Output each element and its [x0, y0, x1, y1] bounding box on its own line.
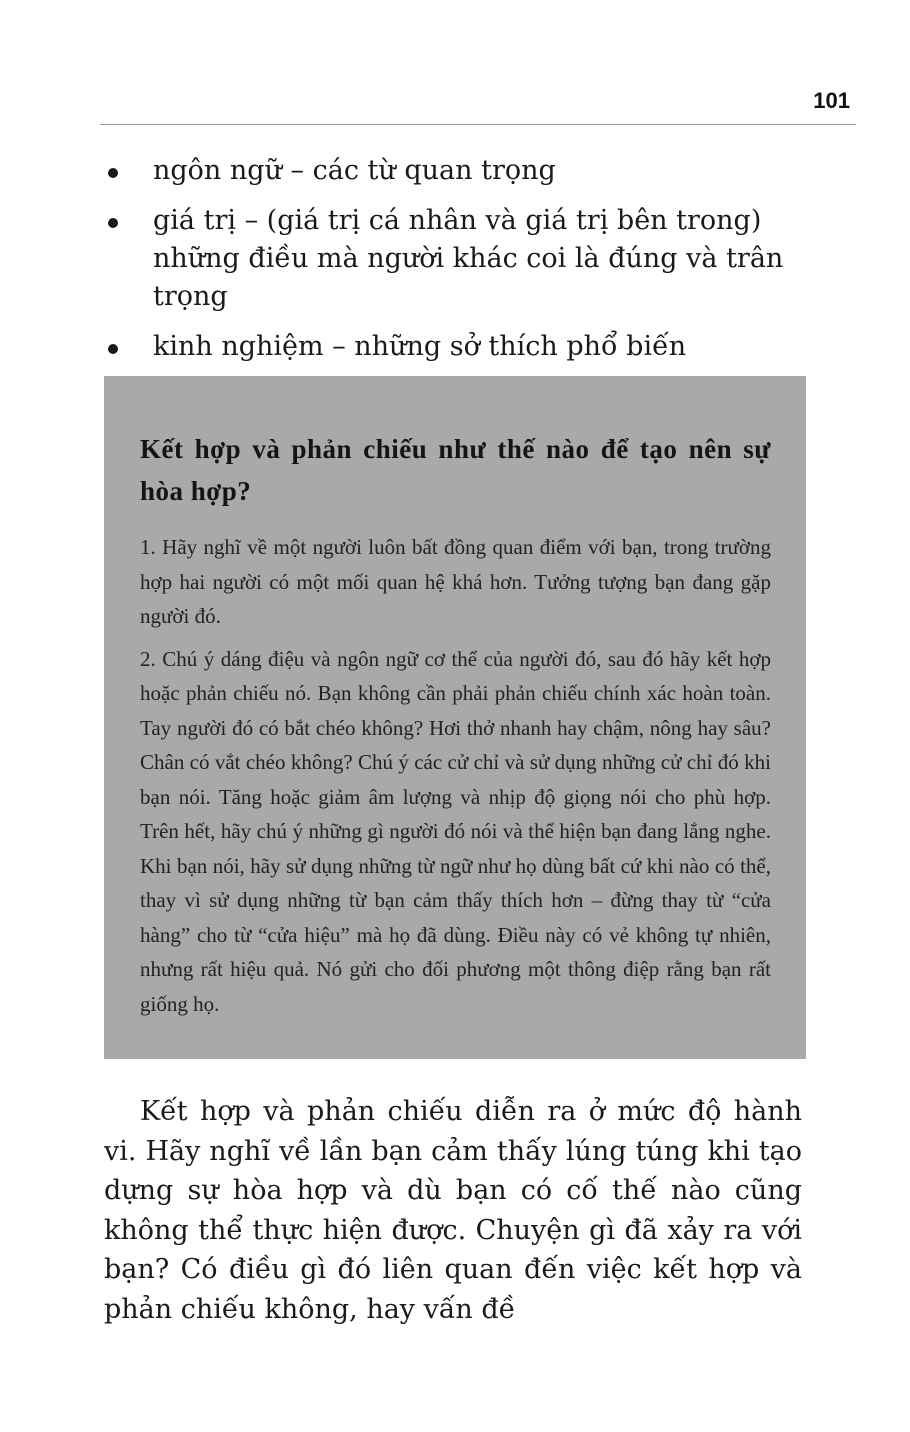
- bullet-icon: [108, 344, 118, 354]
- bullet-text: ngôn ngữ – các từ quan trọng: [153, 155, 556, 186]
- bullet-list: [104, 152, 806, 378]
- exercise-step-1: 1. Hãy nghĩ về một người luôn bất đồng quan điểm với bạn, trong trường hợp hai người có một mối quan hệ khá hơn. Tưởng tượng bạn đang gặp người đó.: [140, 535, 771, 628]
- exercise-box: [104, 376, 806, 1059]
- bullet-item-language: [104, 152, 806, 190]
- body-paragraph: Kết hợp và phản chiếu diễn ra ở mức độ hành vi. Hãy nghĩ về lần bạn cảm thấy lúng túng khi tạo dựng sự hòa hợp và dù bạn có cố thế nào cũng không thể thực hiện được. Chuyện gì đã xảy ra với bạn? Có điều gì đó liên quan đến việc kết hợp và phản chiếu không, hay vấn đề: [104, 1096, 802, 1325]
- bullet-icon: [108, 168, 118, 178]
- bullet-item-values: [104, 202, 806, 316]
- bullet-text: giá trị – (giá trị cá nhân và giá trị bên trong) những điều mà người khác coi là đúng và trân trọng: [153, 205, 784, 312]
- page-number: 101: [813, 88, 850, 113]
- bullet-item-experience: [104, 328, 806, 366]
- exercise-step-2: 2. Chú ý dáng điệu và ngôn ngữ cơ thể của người đó, sau đó hãy kết hợp hoặc phản chiếu nó. Bạn không cần phải phản chiếu chính xác hoàn toàn. Tay người đó có bắt chéo không? Hơi thở nhanh hay chậm, nông hay sâu? Chân có vắt chéo không? Chú ý các cử chỉ và sử dụng những cử chỉ đó khi bạn nói. Tăng hoặc giảm âm lượng và nhịp độ giọng nói cho phù hợp. Trên hết, hãy chú ý những gì người đó nói và thể hiện bạn đang lắng nghe. Khi bạn nói, hãy sử dụng những từ ngữ như họ dùng bất cứ khi nào có thể, thay vì sử dụng những từ bạn cảm thấy thích hơn – đừng thay từ “cửa hàng” cho từ “cửa hiệu” mà họ đã dùng. Điều này có vẻ không tự nhiên, nhưng rất hiệu quả. Nó gửi cho đối phương một thông điệp rằng bạn rất giống họ.: [140, 646, 771, 1016]
- header-rule: [100, 124, 856, 125]
- bullet-text: kinh nghiệm – những sở thích phổ biến: [153, 331, 687, 362]
- bullet-icon: [108, 218, 118, 228]
- exercise-title: Kết hợp và phản chiếu như thế nào để tạo nên sự hòa hợp?: [140, 434, 771, 506]
